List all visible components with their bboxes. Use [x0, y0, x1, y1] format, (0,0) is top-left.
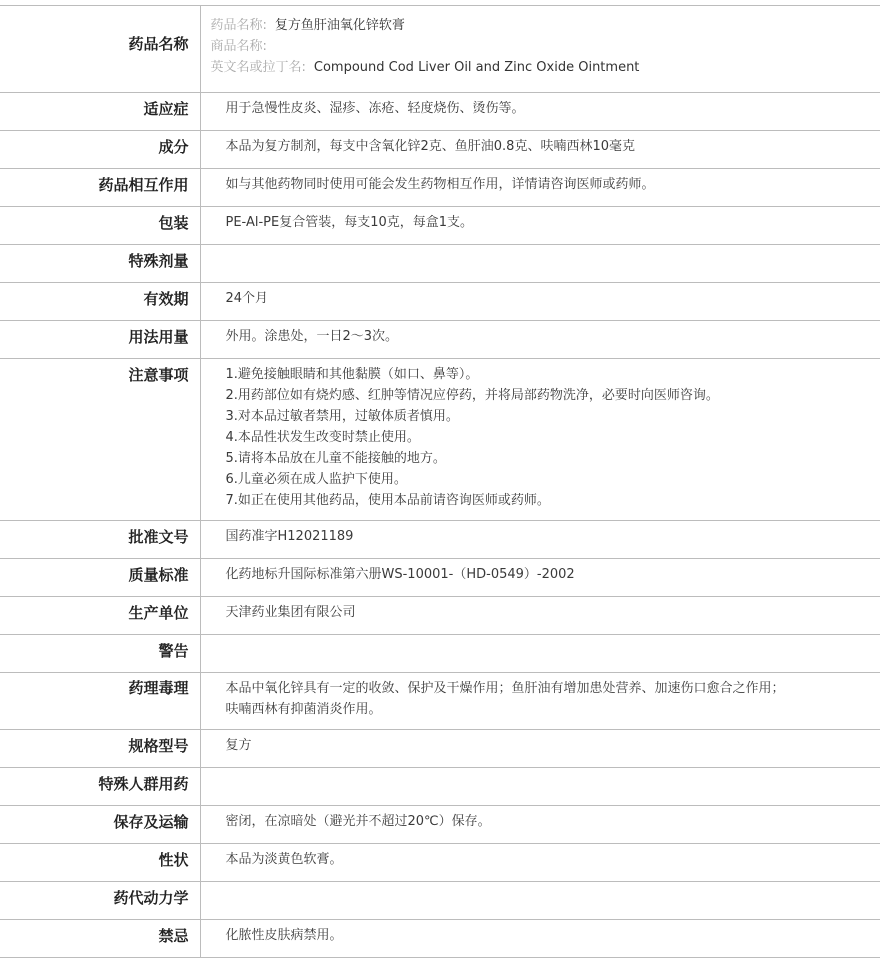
row-label: 成分	[0, 131, 200, 169]
row-packaging	[0, 207, 880, 245]
precaution-item: 3.对本品过敏者禁用，过敏体质者慎用。	[225, 409, 459, 424]
row-value: 本品为复方制剂，每支中含氧化锌2克、鱼肝油0.8克、呋喃西林10毫克	[200, 131, 880, 169]
row-value: 用于急慢性皮炎、湿疹、冻疮、轻度烧伤、烫伤等。	[200, 93, 880, 131]
row-drug-names	[0, 6, 880, 93]
row-precautions	[0, 359, 880, 521]
row-value: 复方	[200, 730, 880, 768]
row-appearance	[0, 844, 880, 882]
english-name-line	[211, 57, 880, 78]
row-value: 天津药业集团有限公司	[200, 597, 880, 635]
row-label: 质量标准	[0, 559, 200, 597]
row-label: 有效期	[0, 283, 200, 321]
drug-info-table	[0, 5, 880, 958]
row-special-dosage	[0, 245, 880, 283]
row-label: 性状	[0, 844, 200, 882]
precaution-item: 5.请将本品放在儿童不能接触的地方。	[225, 451, 446, 466]
row-storage	[0, 806, 880, 844]
row-label: 包装	[0, 207, 200, 245]
row-label: 警告	[0, 635, 200, 673]
row-label: 批准文号	[0, 521, 200, 559]
precaution-item: 2.用药部位如有烧灼感、红肿等情况应停药，并将局部药物洗净，必要时向医师咨询。	[225, 388, 719, 403]
row-value: 国药准字H12021189	[200, 521, 880, 559]
row-value: 本品中氧化锌具有一定的收敛、保护及干燥作用；鱼肝油有增加患处营养、加速伤口愈合之作用；呋喃西林有抑菌消炎作用。	[200, 673, 880, 730]
row-ingredients	[0, 131, 880, 169]
row-warning	[0, 635, 880, 673]
row-label: 药品名称	[0, 6, 200, 93]
generic-name-line	[211, 15, 880, 36]
row-value: PE-Al-PE复合管装，每支10克，每盒1支。	[200, 207, 880, 245]
precautions-list	[200, 359, 880, 521]
row-shelf-life	[0, 283, 880, 321]
row-label: 药代动力学	[0, 882, 200, 920]
row-value: 外用。涂患处，一日2～3次。	[200, 321, 880, 359]
row-label: 适应症	[0, 93, 200, 131]
row-label: 生产单位	[0, 597, 200, 635]
precaution-item: 1.避免接触眼睛和其他黏膜（如口、鼻等）。	[225, 367, 479, 382]
row-quality-standard	[0, 559, 880, 597]
row-specification	[0, 730, 880, 768]
row-label: 规格型号	[0, 730, 200, 768]
row-special-populations	[0, 768, 880, 806]
english-name-key: 英文名或拉丁名:	[210, 60, 306, 75]
row-pharmacokinetics	[0, 882, 880, 920]
row-usage-dosage	[0, 321, 880, 359]
row-value	[200, 635, 880, 673]
drug-names-cell	[200, 6, 880, 93]
row-label: 特殊人群用药	[0, 768, 200, 806]
row-label: 药品相互作用	[0, 169, 200, 207]
row-value: 本品为淡黄色软膏。	[200, 844, 880, 882]
row-label: 药理毒理	[0, 673, 200, 730]
generic-name-value: 复方鱼肝油氧化锌软膏	[274, 18, 405, 33]
row-label: 特殊剂量	[0, 245, 200, 283]
row-label: 保存及运输	[0, 806, 200, 844]
generic-name-key: 药品名称:	[210, 18, 267, 33]
row-value: 24个月	[200, 283, 880, 321]
row-value: 如与其他药物同时使用可能会发生药物相互作用，详情请咨询医师或药师。	[200, 169, 880, 207]
row-value: 密闭，在凉暗处（避光并不超过20℃）保存。	[200, 806, 880, 844]
english-name-value: Compound Cod Liver Oil and Zinc Oxide Ointment	[313, 60, 640, 75]
row-indications	[0, 93, 880, 131]
row-value	[200, 768, 880, 806]
precaution-item: 6.儿童必须在成人监护下使用。	[225, 472, 407, 487]
row-contraindications	[0, 920, 880, 958]
row-value	[200, 245, 880, 283]
row-pharmacology	[0, 673, 880, 730]
row-manufacturer	[0, 597, 880, 635]
row-value: 化脓性皮肤病禁用。	[200, 920, 880, 958]
row-value: 化药地标升国际标准第六册WS-10001-（HD-0549）-2002	[200, 559, 880, 597]
row-value	[200, 882, 880, 920]
precaution-item: 4.本品性状发生改变时禁止使用。	[225, 430, 420, 445]
trade-name-key: 商品名称:	[210, 39, 267, 54]
row-approval-number	[0, 521, 880, 559]
precaution-item: 7.如正在使用其他药品，使用本品前请咨询医师或药师。	[225, 493, 550, 508]
trade-name-line	[211, 36, 880, 57]
row-label: 禁忌	[0, 920, 200, 958]
row-interactions	[0, 169, 880, 207]
row-label: 用法用量	[0, 321, 200, 359]
row-label: 注意事项	[0, 359, 200, 521]
